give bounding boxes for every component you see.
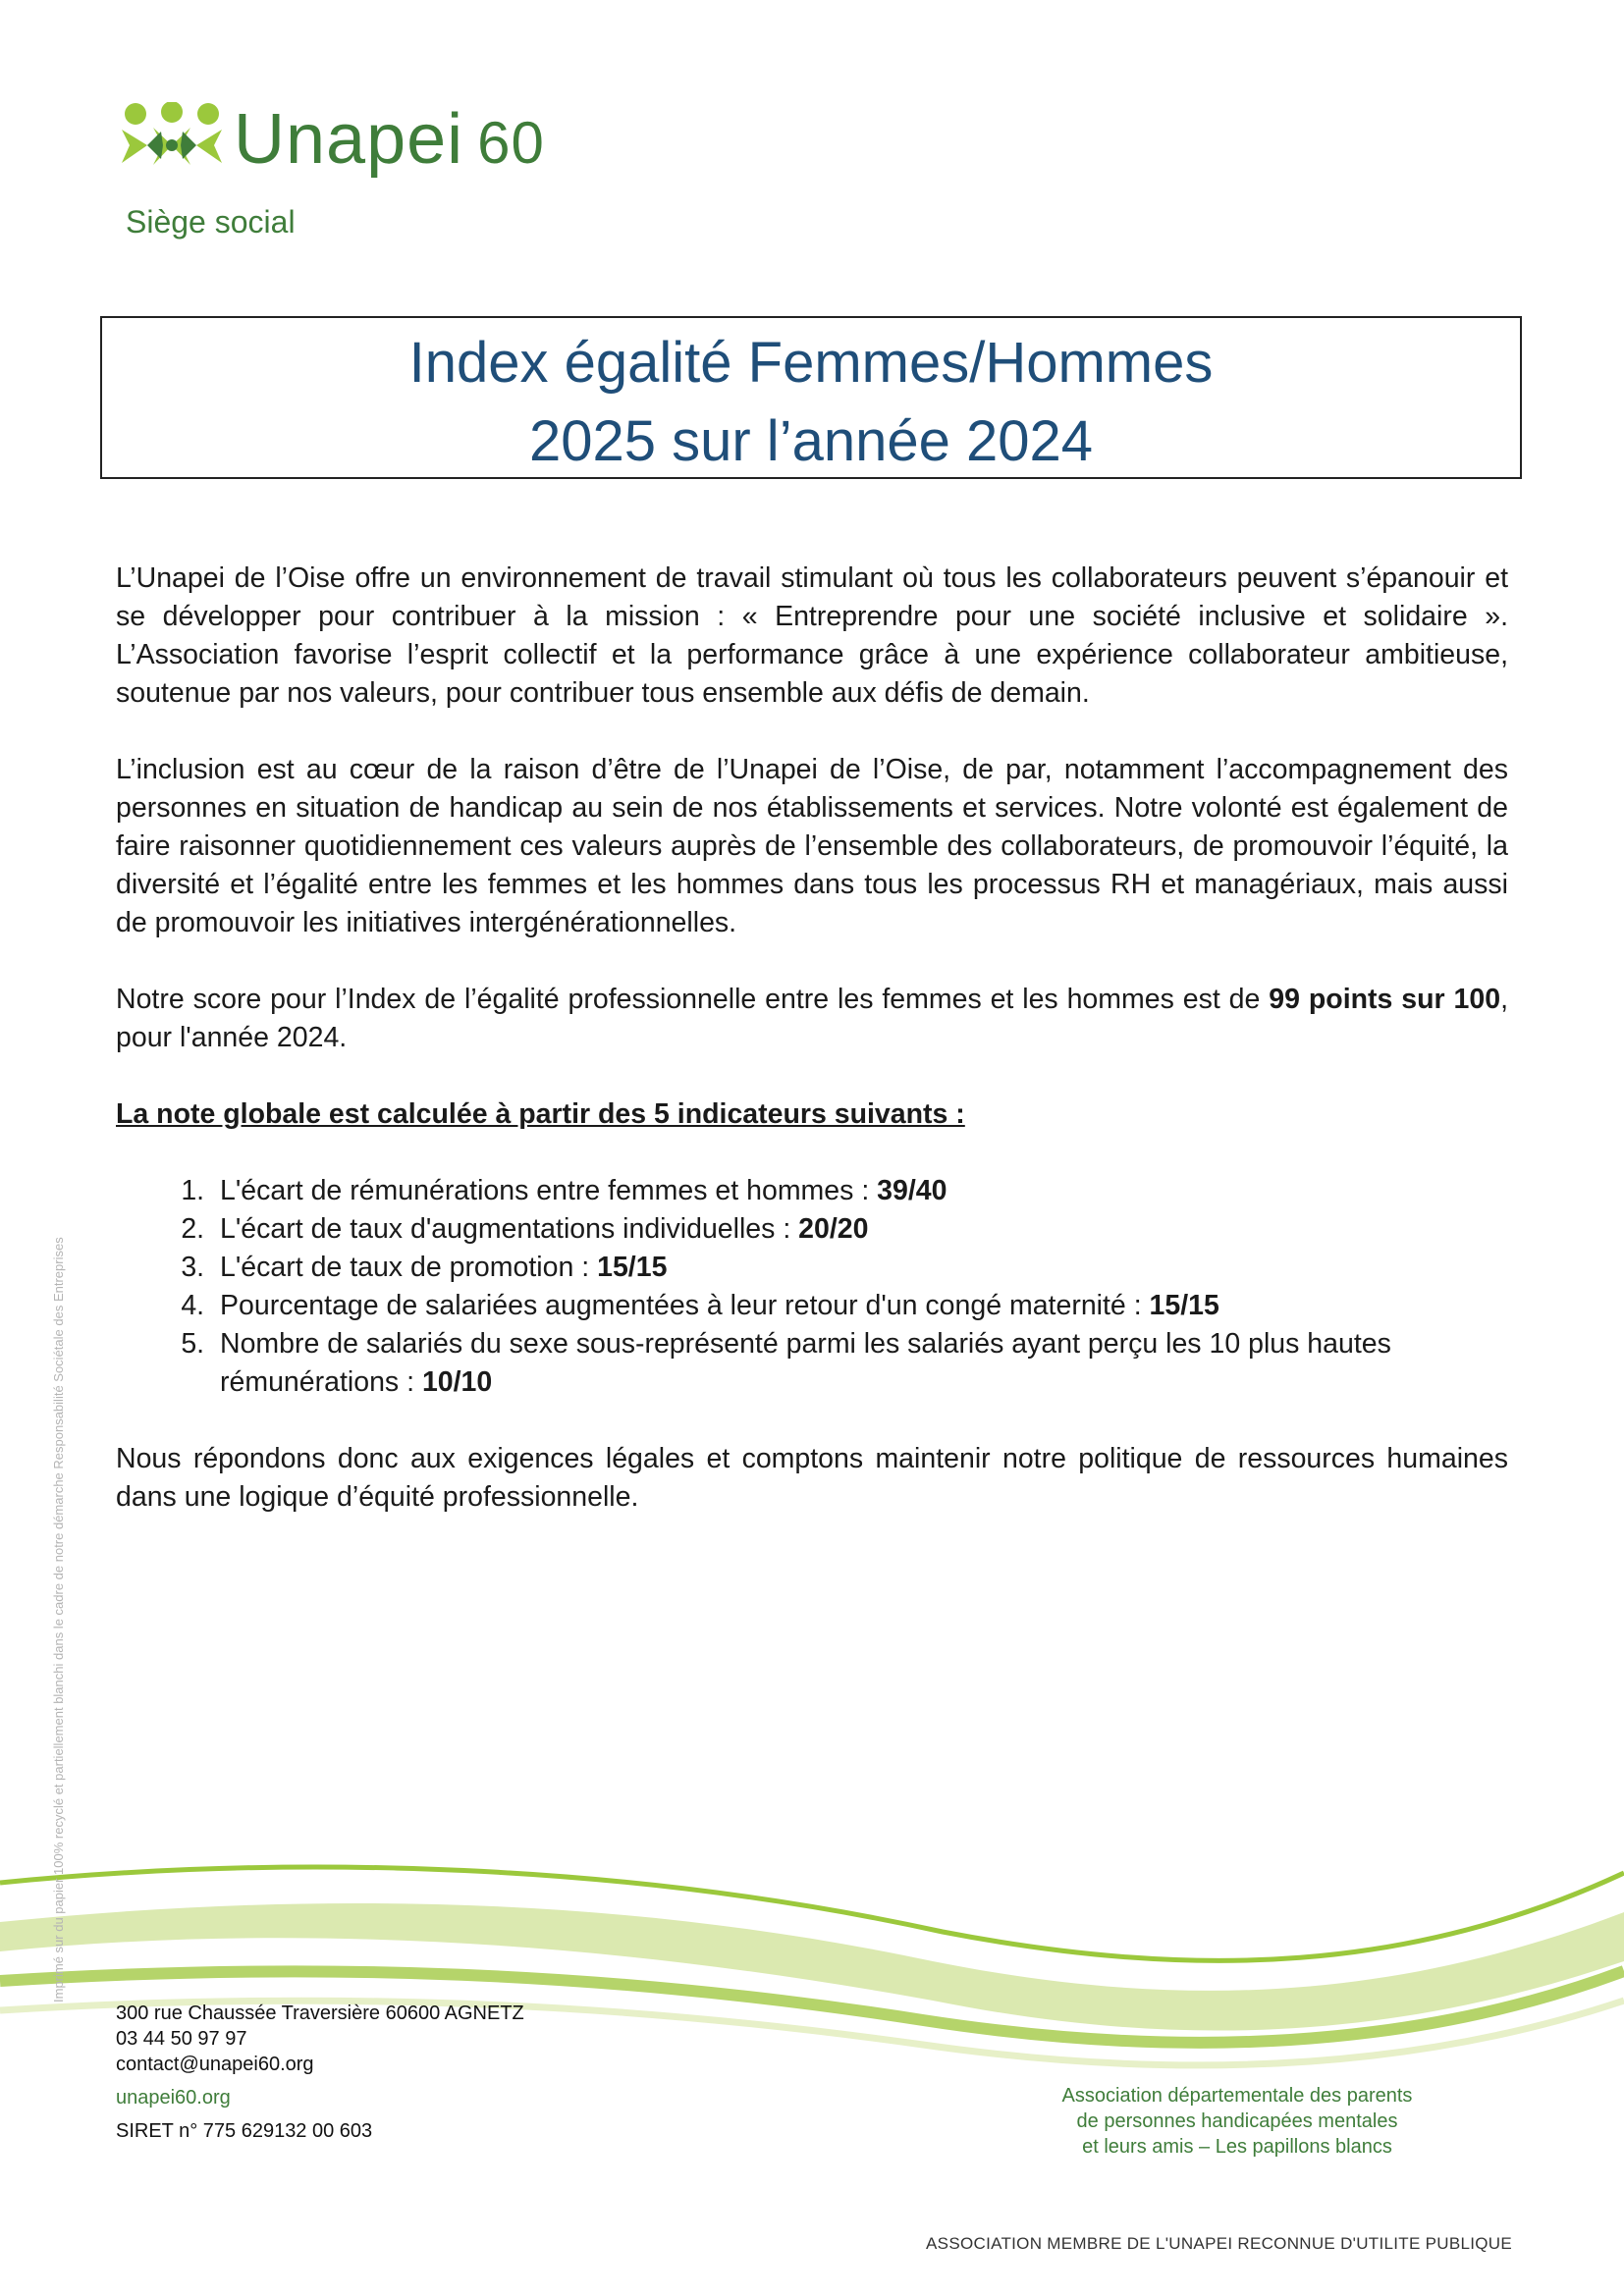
indicator-label: Pourcentage de salariées augmentées à leur retour d'un congé maternité : [220,1290,1150,1321]
paragraph-inclusion: L’inclusion est au cœur de la raison d’être de l’Unapei de l’Oise, de par, notamment l’accompagnement des personnes en situation de handicap au sein de nos établissements et services. Notre volonté est également de faire raisonner quotidiennement ces valeurs auprès de l’ensemble des collaborateurs, de promouvoir l’équité, la diversité et l’égalité entre les femmes et les hommes dans tous les processus RH et managériaux, mais aussi de promouvoir les initiatives intergénérationnelles. [116,754,1508,938]
indicator-score: 20/20 [798,1213,869,1245]
association-line-1: Association départementale des parents [1061,2085,1413,2107]
title-line-1: Index égalité Femmes/Hommes [408,331,1214,395]
footer-website-link[interactable]: unapei60.org [116,2087,231,2109]
indicator-score: 15/15 [1149,1290,1219,1321]
footer-siret: SIRET n° 775 629132 00 603 [116,2120,373,2142]
paragraph-conclusion: Nous répondons donc aux exigences légales et comptons maintenir notre politique de ressources humaines dans une logique d’équité professionnelle. [116,1443,1508,1513]
indicator-score: 10/10 [421,1366,493,1398]
indicators-heading: La note globale est calculée à partir des 5 indicateurs suivants : [116,1098,965,1130]
association-line-3: et leurs amis – Les papillons blancs [1082,2136,1392,2158]
list-item [212,1287,1508,1325]
footer-email[interactable]: contact@unapei60.org [116,2054,314,2075]
logo-wordmark [234,100,545,179]
footer-phone: 03 44 50 97 97 [116,2028,247,2050]
indicator-label: L'écart de rémunérations entre femmes et hommes : [220,1175,878,1206]
list-item [212,1249,1508,1287]
indicator-label: L'écart de taux de promotion : [220,1252,598,1283]
footer-address: 300 rue Chaussée Traversière 60600 AGNETZ [116,2002,524,2024]
footer-membership: ASSOCIATION MEMBRE DE L'UNAPEI RECONNUE D'UTILITE PUBLIQUE [926,2234,1512,2253]
document-body [116,560,1508,1555]
indicators-list [116,1172,1508,1402]
score-text: Notre score pour l’Index de l’égalité professionnelle entre les femmes et les hommes est de [116,984,1270,1015]
score-value: 99 points sur 100 [1269,984,1501,1015]
list-item [212,1172,1508,1210]
paragraph-mission: L’Unapei de l’Oise offre un environnement de travail stimulant où tous les collaborateurs peuvent s’épanouir et se développer pour contribuer à la mission : « Entreprendre pour une société inclusive et solidaire ». L’Association favorise l’esprit collectif et la performance grâce à une expérience collaborateur ambitieuse, soutenue par nos valeurs, pour contribuer tous ensemble aux défis de demain. [116,562,1508,709]
footer-contact [116,2001,524,2144]
logo-subtitle: Siège social [126,204,296,240]
list-item [212,1325,1508,1402]
list-item [212,1210,1508,1249]
title-box [100,316,1522,479]
paragraph-score [116,981,1508,1057]
indicator-label: L'écart de taux d'augmentations individuelles : [220,1213,799,1245]
logo-name: Unapei [234,100,464,179]
recycled-paper-note: Imprimé sur du papier 100% recyclé et partiellement blanchi dans le cadre de notre démarche Responsabilité Sociétale des Entreprises [51,1237,66,2002]
association-line-2: de personnes handicapées mentales [1076,2110,1398,2132]
footer-association [1001,2083,1473,2160]
title-line-2: 2025 sur l’année 2024 [528,409,1094,473]
unapei-logo [118,98,579,240]
indicator-score: 39/40 [877,1175,947,1206]
indicator-score: 15/15 [597,1252,668,1283]
score-year: , pour l'année 2024. [116,984,1508,1053]
indicator-label: Nombre de salariés du sexe sous-représenté parmi les salariés ayant perçu les 10 plus hautes rémunérations : [220,1328,1391,1398]
logo-number: 60 [477,110,545,176]
papillons-blancs-logo-icon [118,102,226,181]
